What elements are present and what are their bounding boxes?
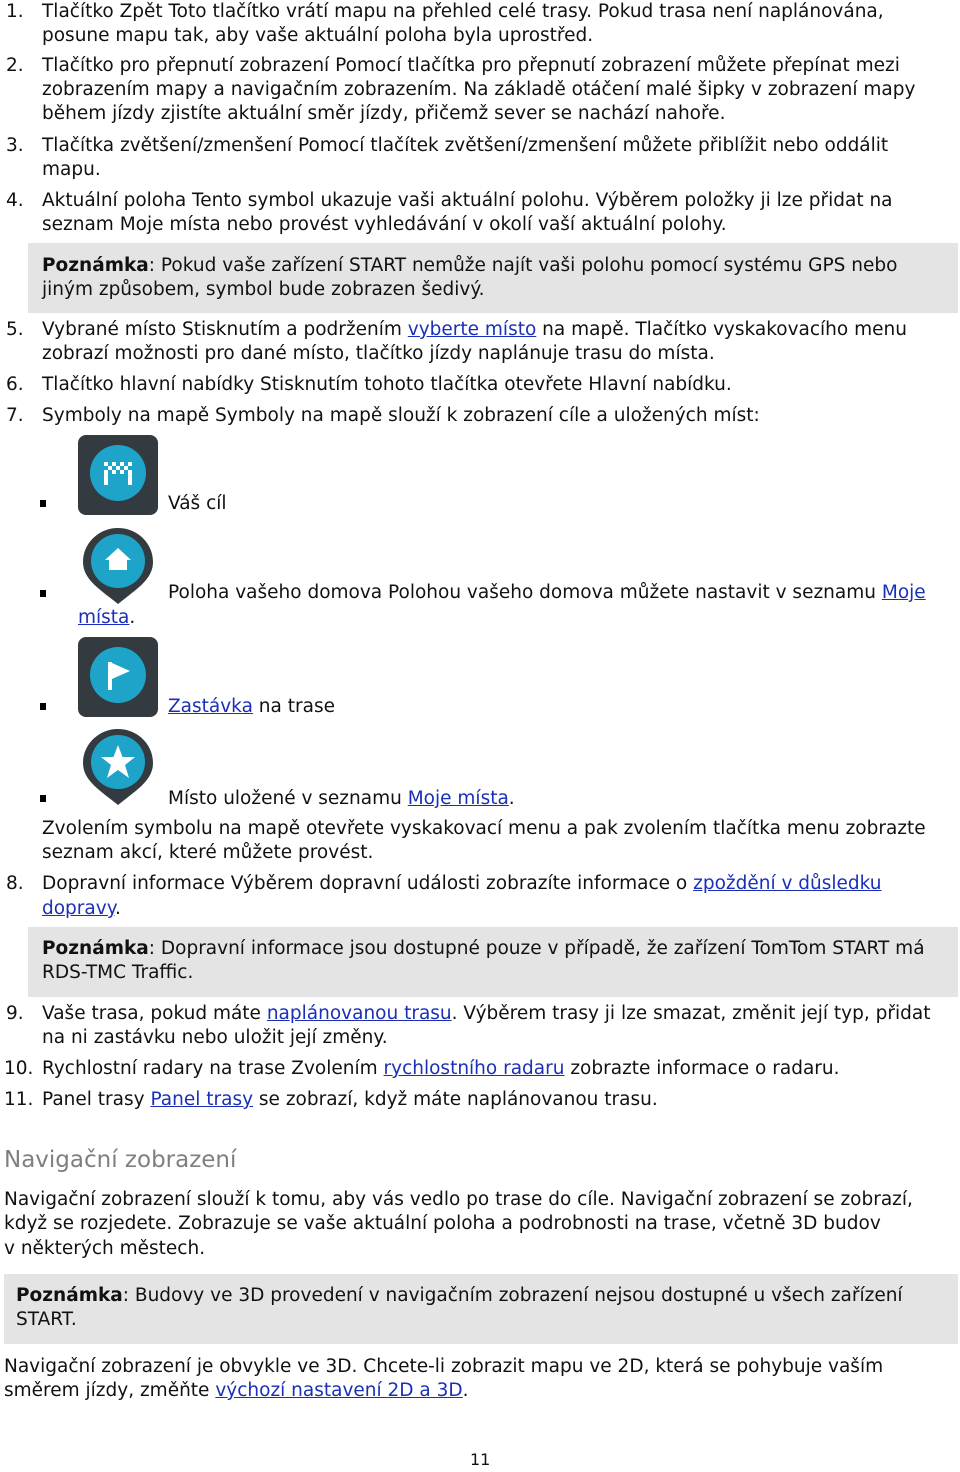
- item-10-text: [42, 1057, 840, 1081]
- my-places-link-2[interactable]: Moje místa: [407, 788, 509, 809]
- traffic-delay-link-cont[interactable]: dopravy: [42, 898, 116, 919]
- note-label: Poznámka: [42, 255, 149, 276]
- item-8-text-2: [42, 897, 121, 921]
- planned-route-link[interactable]: naplánovanou trasu: [266, 1003, 452, 1024]
- item-6-number: 6.: [6, 374, 24, 395]
- stop-link[interactable]: Zastávka: [168, 696, 253, 717]
- home-icon: [77, 524, 159, 606]
- section-para-2-line-2: [4, 1379, 469, 1403]
- item-8-pre: Dopravní informace Výběrem dopravní události zobrazíte informace o: [42, 873, 694, 894]
- traffic-delay-link[interactable]: zpoždění v důsledku: [693, 873, 882, 894]
- item-8-number: 8.: [6, 873, 24, 894]
- para-2-pre: směrem jízdy, změňte: [4, 1380, 216, 1401]
- note-label: Poznámka: [16, 1285, 123, 1306]
- item-3-number: 3.: [6, 135, 24, 156]
- symbols-after-text-2: seznam akcí, které můžete provést.: [42, 842, 374, 863]
- section-para-2-line-1: Navigační zobrazení je obvykle ve 3D. Chcete-li zobrazit mapu ve 2D, která se pohybuje vaším: [4, 1356, 884, 1377]
- item-4-text-2: seznam Moje místa nebo provést vyhledávání v okolí vaší aktuální polohy.: [42, 214, 727, 235]
- symbol-saved-text: [168, 787, 515, 811]
- symbol-home-pre: Poloha vašeho domova Polohou vašeho domova můžete nastavit v seznamu: [168, 582, 882, 603]
- item-1-text: Tlačítko Zpět Toto tlačítko vrátí mapu na přehled celé trasy. Pokud trasa není naplánována,: [42, 1, 884, 22]
- section-heading: Navigační zobrazení: [4, 1147, 237, 1173]
- symbol-saved-pre: Místo uložené v seznamu: [168, 788, 408, 809]
- default-2d-3d-link[interactable]: výchozí nastavení 2D a 3D: [215, 1380, 463, 1401]
- note-traffic-line-1: [42, 937, 925, 961]
- item-11-pre: Panel trasy: [42, 1089, 151, 1110]
- destination-flag-icon: [77, 434, 159, 516]
- item-1-text-2: posune mapu tak, aby vaše aktuální poloha byla uprostřed.: [42, 25, 594, 46]
- my-places-link[interactable]: Moje: [881, 582, 926, 603]
- item-4-number: 4.: [6, 190, 24, 211]
- item-10-pre: Rychlostní radary na trase Zvolením: [42, 1058, 384, 1079]
- item-5-text: [42, 318, 907, 342]
- bullet: [40, 590, 46, 597]
- item-3-text: Tlačítka zvětšení/zmenšení Pomocí tlačítek zvětšení/zmenšení můžete přiblížit nebo oddálit: [42, 135, 889, 156]
- item-5-number: 5.: [6, 319, 24, 340]
- speed-camera-link[interactable]: rychlostního radaru: [383, 1058, 565, 1079]
- symbol-stop-text: [168, 695, 335, 719]
- note-text: Budovy ve 3D provedení v navigačním zobrazení nejsou dostupné u všech zařízení: [129, 1285, 903, 1306]
- symbol-home-post: .: [129, 607, 136, 628]
- item-8-post: .: [115, 898, 121, 919]
- item-2-number: 2.: [6, 55, 24, 76]
- item-5-post: na mapě. Tlačítko vyskakovacího menu: [536, 319, 907, 340]
- star-icon: [77, 725, 159, 807]
- item-7-text: Symboly na mapě Symboly na mapě slouží k zobrazení cíle a uložených míst:: [42, 405, 760, 426]
- note-label: Poznámka: [42, 938, 149, 959]
- symbol-stop-post: na trase: [252, 696, 335, 717]
- my-places-link-cont[interactable]: místa: [78, 607, 130, 628]
- item-2-text-2: zobrazením mapy a navigačním zobrazením. Na základě otáčení malé šipky v zobrazení mapy: [42, 79, 916, 100]
- item-9-text-2: na ni zastávku nebo uložit její změny.: [42, 1027, 388, 1048]
- item-8-text: [42, 872, 882, 896]
- symbol-saved-post: .: [508, 788, 515, 809]
- item-4-text: Aktuální poloha Tento symbol ukazuje vaši aktuální polohu. Výběrem položky ji lze přidat na: [42, 190, 893, 211]
- item-9-text: [42, 1002, 930, 1026]
- stop-flag-icon: [77, 636, 159, 718]
- item-11-post: se zobrazí, když máte naplánovanou trasu.: [253, 1089, 658, 1110]
- note-colon: :: [148, 255, 155, 276]
- bullet: [40, 703, 46, 710]
- select-place-link[interactable]: vyberte místo: [407, 319, 537, 340]
- symbol-home-text: [168, 581, 926, 605]
- para-2-post: .: [462, 1380, 469, 1401]
- item-2-text-3: během jízdy zjistíte aktuální směr jízdy, přičemž sever se nachází nahoře.: [42, 103, 726, 124]
- item-9-post: . Výběrem trasy ji lze smazat, změnit její typ, přidat: [451, 1003, 931, 1024]
- symbols-after-text: Zvolením symbolu na mapě otevřete vyskakovací menu a pak zvolením tlačítka menu zobrazte: [42, 818, 926, 839]
- note-text: Dopravní informace jsou dostupné pouze v případě, že zařízení TomTom START má: [155, 938, 925, 959]
- section-para-1-line-1: Navigační zobrazení slouží k tomu, aby vás vedlo po trase do cíle. Navigační zobrazení se zobrazí,: [4, 1189, 913, 1210]
- bullet: [40, 795, 46, 802]
- note-colon: :: [122, 1285, 129, 1306]
- symbol-destination-text: Váš cíl: [168, 493, 227, 514]
- note-gps-line-2: jiným způsobem, symbol bude zobrazen šedivý.: [42, 279, 485, 300]
- note-text: Pokud vaše zařízení START nemůže najít vaši polohu pomocí systému GPS nebo: [155, 255, 898, 276]
- item-5-pre: Vybrané místo Stisknutím a podržením: [42, 319, 408, 340]
- section-para-1-line-2: když se rozjedete. Zobrazuje se vaše aktuální poloha a podrobnosti na trase, včetně 3D budov: [4, 1213, 881, 1234]
- item-11-text: [42, 1088, 658, 1112]
- note-colon: :: [148, 938, 155, 959]
- item-9-number: 9.: [6, 1003, 24, 1024]
- route-bar-link[interactable]: Panel trasy: [150, 1089, 254, 1110]
- item-7-number: 7.: [6, 405, 24, 426]
- symbol-home-text-2: [78, 606, 135, 630]
- section-para-1-line-3: v některých městech.: [4, 1238, 206, 1259]
- item-3-text-2: mapu.: [42, 159, 101, 180]
- item-6-text: Tlačítko hlavní nabídky Stisknutím tohoto tlačítka otevřete Hlavní nabídku.: [42, 374, 732, 395]
- note-3d-line-2: START.: [16, 1309, 77, 1330]
- note-traffic-line-2: RDS-TMC Traffic.: [42, 962, 194, 983]
- bullet: [40, 500, 46, 507]
- item-5-text-2: zobrazí možnosti pro dané místo, tlačítko jízdy naplánuje trasu do místa.: [42, 343, 715, 364]
- item-9-pre: Vaše trasa, pokud máte: [42, 1003, 267, 1024]
- note-gps-line-1: [42, 254, 897, 278]
- note-3d-line-1: [16, 1284, 903, 1308]
- item-11-number: 11.: [4, 1089, 34, 1110]
- item-2-text: Tlačítko pro přepnutí zobrazení Pomocí tlačítka pro přepnutí zobrazení můžete přepínat mezi: [42, 55, 900, 76]
- item-10-number: 10.: [4, 1058, 34, 1079]
- item-1-number: 1.: [6, 1, 24, 22]
- item-10-post: zobrazte informace o radaru.: [564, 1058, 840, 1079]
- page-number: 11: [470, 1450, 491, 1469]
